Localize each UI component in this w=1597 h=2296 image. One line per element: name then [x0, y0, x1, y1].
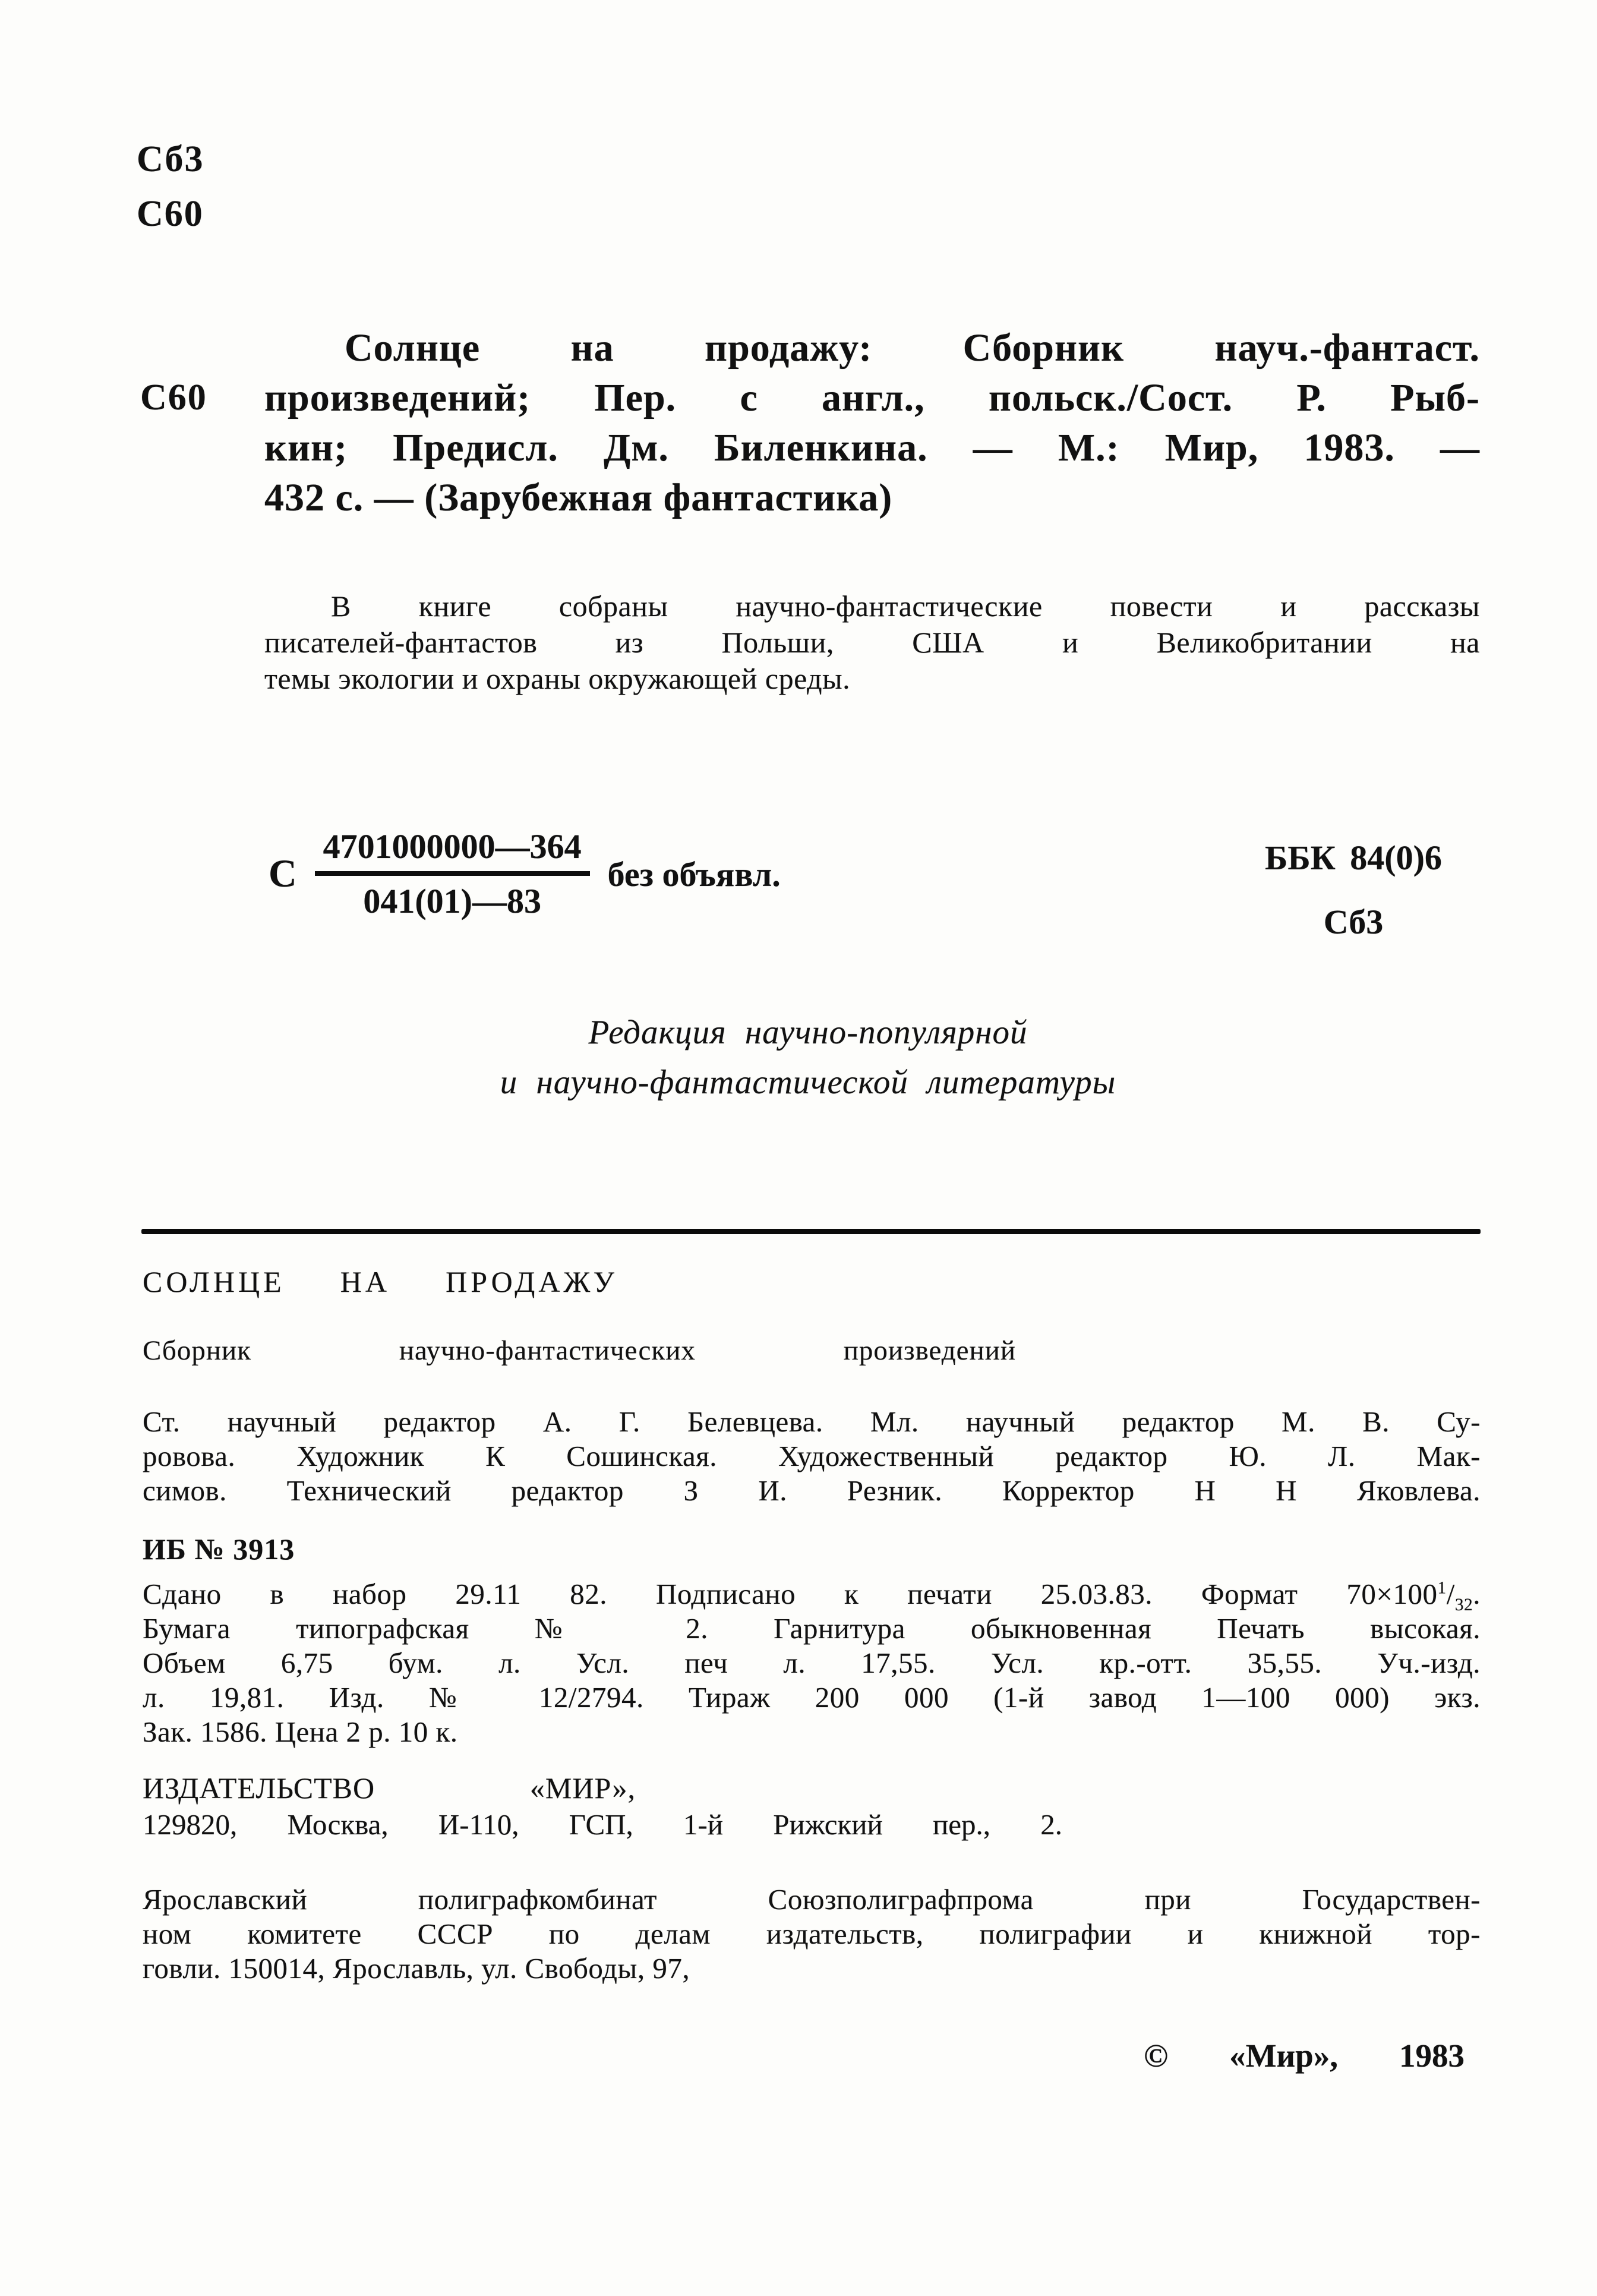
editorial-office — [214, 1008, 1402, 1108]
bbk-code: Сб3 — [137, 139, 204, 179]
catalog-entry-line: Солнце на продажу: Сборник науч.-фантаст. — [345, 326, 1480, 370]
catalog-index — [269, 827, 781, 921]
book-title: СОЛНЦЕ НА ПРОДАЖУ — [143, 1265, 618, 1298]
publisher-address: 129820, Москва, И-110, ГСП, 1-й Рижский пер., 2. — [143, 1808, 1062, 1841]
format-pre: Сдано в набор 29.11 82. Подписано к печати 25.03.83. Формат 70×100 — [143, 1578, 1438, 1610]
staff-credits — [143, 1405, 1481, 1508]
no-announcement-note: без объявл. — [607, 854, 781, 894]
print-specs-line: Зак. 1586. Цена 2 р. 10 к. — [143, 1715, 458, 1748]
catalog-index-prefix: С — [269, 852, 297, 895]
copyright-notice: © «Мир», 1983 — [1144, 2038, 1465, 2074]
printing-house-line: ном комитете СССР по делам издательств, полиграфии и книжной тор- — [143, 1917, 1481, 1950]
annotation-line: писателей-фантастов из Польши, США и Великобритании на — [264, 626, 1480, 659]
format-superscript: 1 — [1437, 1578, 1447, 1598]
catalog-entry-line: произведений; Пер. с англ., польск./Сост. Р. Рыб- — [264, 376, 1480, 420]
bbk-index-line: ББК 84(0)6 — [1265, 838, 1442, 877]
print-specs-line: Бумага типографская № 2. Гарнитура обыкновенная Печать высокая. — [143, 1612, 1481, 1645]
annotation-line: темы экологии и охраны окружающей среды. — [264, 662, 851, 695]
printing-house-line: Ярославский полиграфкомбинат Союзполиграфпрома при Государствен- — [143, 1883, 1481, 1916]
staff-credits-line: ровова. Художник К Сошинская. Художественный редактор Ю. Л. Мак- — [143, 1440, 1481, 1472]
divider-rule — [141, 1229, 1481, 1234]
bbk-index-line: Сб3 — [1323, 903, 1384, 941]
format-post: . — [1473, 1578, 1481, 1610]
print-specs-line — [143, 1577, 1481, 1614]
fraction-numerator: 4701000000—364 — [315, 827, 590, 876]
catalog-entry-line: кин; Предисл. Дм. Биленкина. — М.: Мир, 1983. — — [264, 426, 1480, 469]
annotation — [264, 588, 1480, 697]
fraction-denominator: 041(01)—83 — [363, 882, 541, 920]
top-codes — [137, 132, 204, 241]
staff-credits-line: симов. Технический редактор З И. Резник. Корректор Н Н Яковлева. — [143, 1474, 1481, 1507]
editorial-office-line: Редакция научно-популярной — [588, 1014, 1028, 1051]
annotation-line: В книге собраны научно-фантастические повести и рассказы — [331, 589, 1480, 623]
author-sign: С60 — [137, 194, 204, 234]
ib-number: ИБ № 3913 — [143, 1532, 295, 1566]
print-specs — [143, 1577, 1481, 1749]
publisher-name: ИЗДАТЕЛЬСТВО «МИР», — [143, 1771, 636, 1805]
book-subtitle: Сборник научно-фантастических произведений — [143, 1335, 1016, 1366]
catalog-index-fraction — [315, 827, 590, 921]
format-slash: / — [1446, 1578, 1455, 1610]
entry-author-sign: С60 — [140, 377, 207, 418]
print-specs-line: Объем 6,75 бум. л. Усл. печ л. 17,55. Усл. кр.-отт. 35,55. Уч.-изд. — [143, 1647, 1481, 1679]
printing-house — [143, 1882, 1481, 1986]
printing-house-line: говли. 150014, Ярославль, ул. Свободы, 97, — [143, 1952, 690, 1985]
catalog-entry — [264, 323, 1480, 523]
staff-credits-line: Ст. научный редактор А. Г. Белевцева. Мл. научный редактор М. В. Су- — [143, 1405, 1481, 1438]
editorial-office-line: и научно-фантастической литературы — [500, 1064, 1116, 1101]
catalog-entry-line: 432 с. — (Зарубежная фантастика) — [264, 476, 893, 519]
print-specs-line: л. 19,81. Изд. № 12/2794. Тираж 200 000 (1-й завод 1—100 000) экз. — [143, 1681, 1481, 1714]
format-subscript: 32 — [1454, 1595, 1473, 1614]
bbk-index — [1225, 826, 1482, 954]
